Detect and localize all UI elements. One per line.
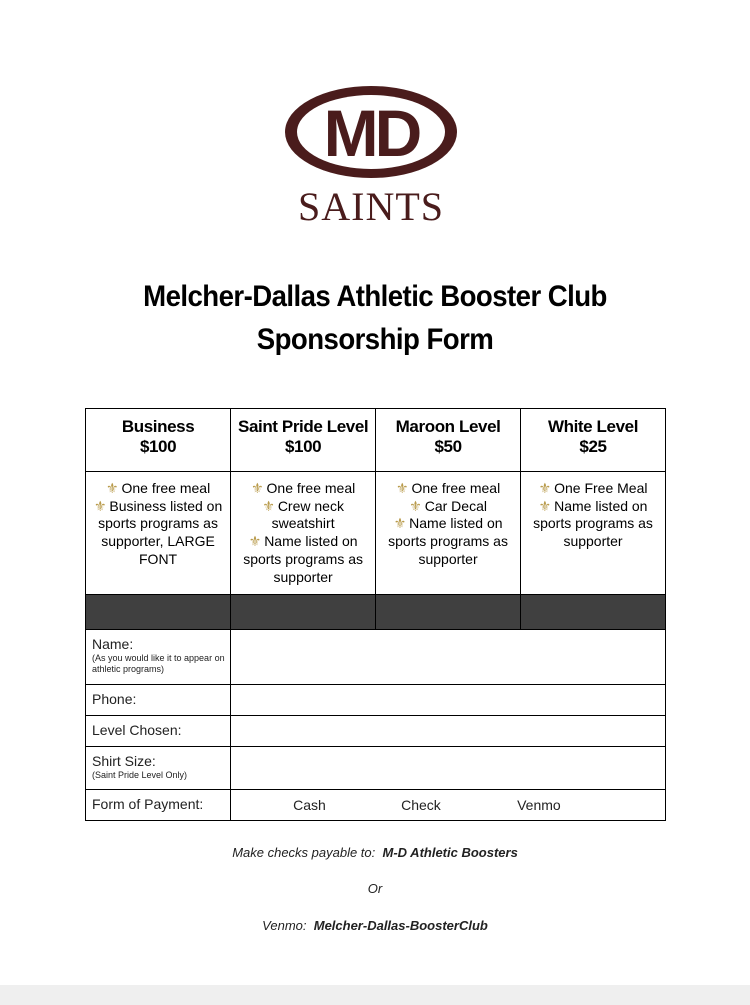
benefit-item: ⚜ Name listed on sports programs as supporter: [533, 497, 653, 550]
divider-cell: [521, 595, 666, 630]
level-header-row: [86, 409, 666, 472]
phone-label: Phone:: [92, 691, 137, 707]
phone-label-cell: [86, 685, 231, 716]
benefit-item: ⚜ Crew neck sweatshirt: [262, 497, 344, 532]
level-name: White Level: [547, 417, 639, 436]
md-saints-logo: [276, 80, 466, 230]
page-title: Melcher-Dallas Athletic Booster Club: [143, 280, 607, 313]
name-field[interactable]: [231, 630, 666, 685]
phone-field[interactable]: [231, 685, 666, 716]
level-row: [86, 716, 666, 747]
fleur-de-lis-icon: ⚜: [248, 533, 262, 550]
fleur-de-lis-icon: ⚜: [250, 480, 264, 496]
checks-prefix: Make checks payable to:: [232, 845, 376, 860]
name-label: Name:: [92, 636, 134, 652]
payment-option-cash[interactable]: Cash: [293, 797, 326, 813]
benefit-item: ⚜ One free meal: [395, 480, 501, 496]
divider-cell: [86, 595, 231, 630]
name-label-cell: [86, 630, 231, 685]
name-hint: (As you would like it to appear on athletic programs): [92, 653, 225, 674]
fleur-de-lis-icon: ⚜: [538, 497, 552, 514]
payment-label: Form of Payment:: [92, 796, 204, 812]
benefits-business: [86, 472, 231, 595]
divider-cell: [376, 595, 521, 630]
benefits-row: [86, 472, 666, 595]
benefit-item: ⚜ Business listed on sports programs as supporter, LARGE FONT: [93, 497, 223, 567]
phone-row: [86, 685, 666, 716]
payment-row: [86, 790, 666, 821]
svg-text:SAINTS: SAINTS: [297, 184, 445, 229]
benefits-saint-pride: [231, 472, 376, 595]
checks-payee: M-D Athletic Boosters: [382, 845, 518, 860]
fleur-de-lis-icon: ⚜: [409, 497, 422, 514]
level-price: $100: [139, 437, 177, 456]
payment-option-venmo[interactable]: Venmo: [517, 797, 561, 813]
benefit-item: ⚜ One free meal: [250, 480, 356, 496]
level-price: $100: [284, 437, 322, 456]
fleur-de-lis-icon: ⚜: [105, 480, 119, 496]
level-label: Level Chosen:: [92, 722, 182, 738]
divider-row: [86, 595, 666, 630]
or-line: Or: [367, 881, 383, 896]
page-subtitle: Sponsorship Form: [256, 323, 494, 356]
shirt-field[interactable]: [231, 747, 666, 790]
level-field[interactable]: [231, 716, 666, 747]
divider-cell: [231, 595, 376, 630]
benefit-item: ⚜ One Free Meal: [538, 480, 648, 496]
fleur-de-lis-icon: ⚜: [93, 497, 107, 514]
level-name: Saint Pride Level: [238, 417, 369, 436]
level-name: Maroon Level: [395, 417, 501, 436]
venmo-prefix: Venmo:: [262, 918, 307, 933]
fleur-de-lis-icon: ⚜: [538, 480, 552, 496]
fleur-de-lis-icon: ⚜: [393, 515, 407, 532]
level-header-white: [521, 409, 666, 472]
shirt-row: [86, 747, 666, 790]
level-header-business: [86, 409, 231, 472]
shirt-label-cell: [86, 747, 231, 790]
benefits-maroon: [376, 472, 521, 595]
shirt-hint: (Saint Pride Level Only): [92, 770, 188, 780]
benefit-item: ⚜ Car Decal: [409, 497, 487, 514]
benefit-item: ⚜ Name listed on sports programs as supporter: [243, 533, 364, 585]
payment-option-check[interactable]: Check: [401, 797, 441, 813]
level-header-maroon: [376, 409, 521, 472]
fleur-de-lis-icon: ⚜: [262, 497, 275, 514]
svg-text:MD: MD: [323, 96, 419, 170]
level-header-saint-pride: [231, 409, 376, 472]
sponsorship-table: [85, 408, 666, 821]
fleur-de-lis-icon: ⚜: [395, 480, 409, 496]
level-name: Business: [121, 417, 195, 436]
payment-label-cell: [86, 790, 231, 821]
name-row: [86, 630, 666, 685]
venmo-line: [0, 918, 750, 933]
benefit-item: ⚜ Name listed on sports programs as supporter: [388, 515, 508, 567]
checks-payable-line: [0, 845, 750, 860]
benefits-white: [521, 472, 666, 595]
benefit-item: ⚜ One free meal: [105, 480, 211, 496]
level-label-cell: [86, 716, 231, 747]
venmo-handle: Melcher-Dallas-BoosterClub: [313, 918, 488, 933]
level-price: $50: [434, 437, 462, 456]
shirt-label: Shirt Size:: [92, 753, 156, 769]
payment-options: [231, 790, 666, 821]
bottom-strip: [0, 985, 750, 1005]
level-price: $25: [579, 437, 607, 456]
